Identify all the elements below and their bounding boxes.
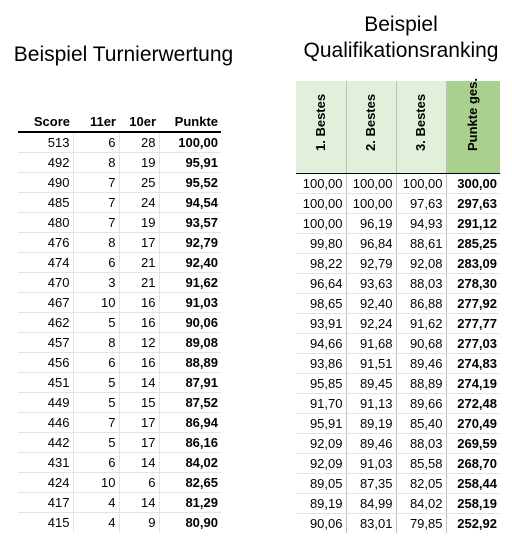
table-cell: 87,52: [159, 393, 221, 413]
table-cell: 12: [119, 333, 159, 353]
table-row: [18, 333, 221, 353]
table-cell: 93,86: [296, 354, 346, 374]
table-cell: 88,03: [396, 274, 446, 294]
table-row: [18, 193, 221, 213]
table-cell: 467: [18, 293, 73, 313]
table-cell: 93,91: [296, 314, 346, 334]
table-cell: 28: [119, 132, 159, 153]
table-cell: 96,64: [296, 274, 346, 294]
table-cell: 5: [73, 313, 119, 333]
table-row: [18, 253, 221, 273]
table-cell: 272,48: [446, 394, 500, 414]
table-row: [18, 453, 221, 473]
table-row: [296, 414, 500, 434]
table-cell: 258,44: [446, 474, 500, 494]
header-punkte-ges-label: Punkte ges.: [465, 78, 481, 151]
table-cell: 300,00: [446, 174, 500, 194]
table-cell: 456: [18, 353, 73, 373]
table-cell: 92,79: [346, 254, 396, 274]
table-cell: 95,52: [159, 173, 221, 193]
table-cell: 21: [119, 253, 159, 273]
table-cell: 80,90: [159, 513, 221, 533]
table-cell: 6: [119, 473, 159, 493]
table-cell: 480: [18, 213, 73, 233]
table-cell: 99,80: [296, 234, 346, 254]
table-cell: 8: [73, 233, 119, 253]
table-cell: 274,83: [446, 354, 500, 374]
table-cell: 86,88: [396, 294, 446, 314]
tournament-header-row: [18, 111, 221, 132]
table-cell: 90,06: [159, 313, 221, 333]
table-cell: 92,08: [396, 254, 446, 274]
table-cell: 274,19: [446, 374, 500, 394]
tournament-title: Beispiel Turnierwertung: [13, 43, 234, 66]
table-cell: 85,40: [396, 414, 446, 434]
table-row: [18, 413, 221, 433]
table-cell: 451: [18, 373, 73, 393]
table-row: [296, 474, 500, 494]
table-cell: 4: [73, 513, 119, 533]
table-cell: 6: [73, 453, 119, 473]
table-row: [18, 393, 221, 413]
table-cell: 97,63: [396, 194, 446, 214]
table-row: [296, 354, 500, 374]
table-cell: 86,16: [159, 433, 221, 453]
table-row: [18, 273, 221, 293]
table-cell: 19: [119, 153, 159, 173]
table-cell: 16: [119, 293, 159, 313]
table-cell: 285,25: [446, 234, 500, 254]
table-row: [296, 214, 500, 234]
table-cell: 258,19: [446, 494, 500, 514]
table-cell: 91,70: [296, 394, 346, 414]
table-cell: 93,63: [346, 274, 396, 294]
table-cell: 21: [119, 273, 159, 293]
table-cell: 462: [18, 313, 73, 333]
table-cell: 96,84: [346, 234, 396, 254]
table-row: [296, 234, 500, 254]
header-10er: 10er: [119, 111, 159, 132]
table-cell: 16: [119, 313, 159, 333]
table-row: [18, 132, 221, 153]
table-cell: 88,89: [396, 374, 446, 394]
table-cell: 19: [119, 213, 159, 233]
table-row: [18, 153, 221, 173]
table-cell: 100,00: [296, 214, 346, 234]
table-cell: 84,02: [159, 453, 221, 473]
table-cell: 3: [73, 273, 119, 293]
table-cell: 79,85: [396, 514, 446, 534]
table-cell: 93,57: [159, 213, 221, 233]
table-cell: 252,92: [457, 516, 497, 531]
qualification-table: [296, 78, 500, 533]
table-cell: 417: [18, 493, 73, 513]
table-cell: 88,03: [396, 434, 446, 454]
table-row: [296, 514, 500, 534]
table-cell: 98,22: [296, 254, 346, 274]
table-cell: 415: [47, 515, 70, 530]
table-cell: 89,19: [346, 414, 396, 434]
table-cell: 442: [18, 433, 73, 453]
table-cell: 278,30: [446, 274, 500, 294]
table-cell: 92,09: [296, 454, 346, 474]
table-cell: 277,77: [446, 314, 500, 334]
table-cell: 92,24: [346, 314, 396, 334]
header-punkte-ges: [446, 78, 500, 174]
table-cell: 431: [18, 453, 73, 473]
table-cell: 94,93: [396, 214, 446, 234]
header-punkte: Punkte: [159, 111, 221, 132]
table-cell: 17: [119, 433, 159, 453]
table-cell: 14: [119, 493, 159, 513]
table-cell: 82,65: [159, 473, 221, 493]
header-2-bestes-label: 2. Bestes: [363, 93, 378, 151]
table-cell: 87,91: [159, 373, 221, 393]
header-11er: 11er: [73, 111, 119, 132]
table-row: [296, 494, 500, 514]
table-cell: 84,02: [396, 494, 446, 514]
table-cell: 492: [18, 153, 73, 173]
table-cell: 100,00: [296, 194, 346, 214]
table-row: [296, 374, 500, 394]
table-row: [18, 293, 221, 313]
table-row: [18, 173, 221, 193]
table-row: [18, 493, 221, 513]
table-row: [296, 434, 500, 454]
table-cell: 88,89: [159, 353, 221, 373]
table-row: [296, 454, 500, 474]
table-cell: 100,00: [159, 132, 221, 153]
table-cell: 87,35: [346, 474, 396, 494]
table-cell: 89,05: [296, 474, 346, 494]
table-cell: 81,29: [159, 493, 221, 513]
table-cell: 89,46: [346, 434, 396, 454]
table-cell: 89,45: [346, 374, 396, 394]
header-3-bestes: [396, 81, 446, 174]
table-cell: 24: [119, 193, 159, 213]
table-cell: 5: [73, 433, 119, 453]
table-row: [296, 274, 500, 294]
table-cell: 424: [18, 473, 73, 493]
table-cell: 7: [73, 173, 119, 193]
table-cell: 5: [73, 373, 119, 393]
table-cell: 8: [73, 153, 119, 173]
table-cell: 268,70: [446, 454, 500, 474]
table-cell: 83,01: [346, 514, 396, 534]
table-row: [18, 513, 221, 533]
table-cell: 95,91: [159, 153, 221, 173]
table-cell: 277,92: [446, 294, 500, 314]
table-cell: 91,13: [346, 394, 396, 414]
table-cell: 90,06: [296, 514, 346, 534]
table-cell: 6: [73, 253, 119, 273]
table-row: [18, 213, 221, 233]
table-cell: 10: [73, 293, 119, 313]
table-cell: 474: [18, 253, 73, 273]
table-cell: 269,59: [446, 434, 500, 454]
table-cell: 7: [73, 213, 119, 233]
table-cell: 470: [18, 273, 73, 293]
header-1-bestes: [296, 81, 346, 174]
table-row: [18, 313, 221, 333]
table-cell: 446: [18, 413, 73, 433]
qualification-header-row: [296, 81, 500, 174]
table-cell: 95,85: [296, 374, 346, 394]
table-cell: 89,08: [159, 333, 221, 353]
table-cell: 6: [73, 132, 119, 153]
table-cell: 449: [18, 393, 73, 413]
table-cell: 91,62: [159, 273, 221, 293]
table-cell: 6: [73, 353, 119, 373]
table-row: [18, 473, 221, 493]
table-cell: 476: [18, 233, 73, 253]
table-row: [296, 194, 500, 214]
table-cell: 94,54: [159, 193, 221, 213]
table-cell: 8: [73, 333, 119, 353]
header-score: Score: [18, 111, 73, 132]
table-cell: 5: [73, 393, 119, 413]
table-cell: 277,03: [446, 334, 500, 354]
table-row: [18, 433, 221, 453]
table-cell: 92,40: [346, 294, 396, 314]
header-3-bestes-label: 3. Bestes: [413, 93, 428, 151]
table-cell: 94,66: [296, 334, 346, 354]
table-row: [296, 254, 500, 274]
table-cell: 17: [119, 233, 159, 253]
table-cell: 15: [119, 393, 159, 413]
table-row: [296, 174, 500, 194]
table-cell: 270,49: [446, 414, 500, 434]
header-1-bestes-label: 1. Bestes: [312, 93, 328, 151]
table-cell: 16: [119, 353, 159, 373]
table-cell: 82,05: [396, 474, 446, 494]
table-cell: 91,51: [346, 354, 396, 374]
table-cell: 89,19: [296, 494, 346, 514]
table-cell: 17: [119, 413, 159, 433]
table-cell: 91,68: [346, 334, 396, 354]
table-cell: 485: [18, 193, 73, 213]
table-cell: 10: [73, 473, 119, 493]
header-2-bestes: [346, 81, 396, 174]
table-cell: 85,58: [396, 454, 446, 474]
table-row: [18, 233, 221, 253]
table-cell: 95,91: [296, 414, 346, 434]
table-cell: 100,00: [296, 174, 346, 194]
table-cell: 457: [18, 333, 73, 353]
table-cell: 513: [18, 132, 73, 153]
table-cell: 96,19: [346, 214, 396, 234]
table-row: [296, 394, 500, 414]
table-row: [296, 334, 500, 354]
table-cell: 91,03: [159, 293, 221, 313]
table-cell: 90,68: [396, 334, 446, 354]
table-cell: 88,61: [396, 234, 446, 254]
table-row: [296, 294, 500, 314]
table-cell: 7: [73, 193, 119, 213]
table-cell: 91,03: [346, 454, 396, 474]
table-row: [296, 314, 500, 334]
table-cell: 92,40: [159, 253, 221, 273]
table-cell: 92,79: [159, 233, 221, 253]
table-cell: 14: [119, 453, 159, 473]
table-cell: 92,09: [296, 434, 346, 454]
table-cell: 7: [73, 413, 119, 433]
qualification-title-line2: Qualifikationsranking: [303, 39, 499, 62]
table-cell: 297,63: [446, 194, 500, 214]
table-row: [18, 373, 221, 393]
qualification-title-line1: Beispiel: [364, 13, 438, 36]
tournament-table: [18, 111, 221, 532]
table-cell: 100,00: [346, 174, 396, 194]
table-cell: 86,94: [159, 413, 221, 433]
table-cell: 98,65: [296, 294, 346, 314]
table-cell: 291,12: [446, 214, 500, 234]
table-cell: 14: [119, 373, 159, 393]
table-cell: 283,09: [446, 254, 500, 274]
table-cell: 91,62: [396, 314, 446, 334]
table-row: [18, 353, 221, 373]
table-cell: 25: [119, 173, 159, 193]
table-cell: 100,00: [396, 174, 446, 194]
table-cell: 4: [73, 493, 119, 513]
table-cell: 84,99: [346, 494, 396, 514]
table-cell: 9: [119, 513, 159, 533]
table-cell: 89,46: [396, 354, 446, 374]
table-cell: 89,66: [396, 394, 446, 414]
qualification-title: [290, 12, 512, 64]
table-cell: 490: [18, 173, 73, 193]
table-cell: 100,00: [346, 194, 396, 214]
